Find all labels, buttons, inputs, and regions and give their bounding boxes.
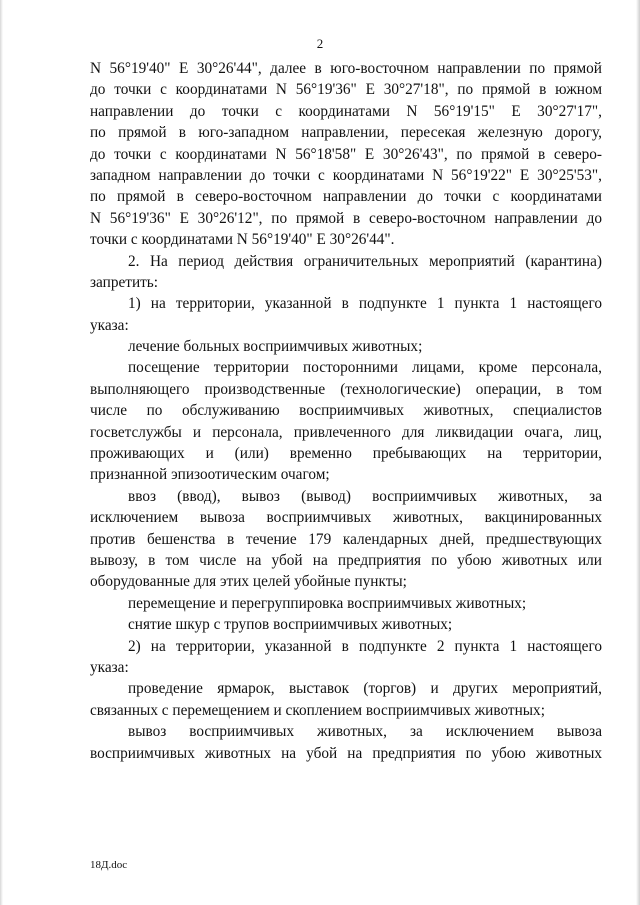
text-line: проживающих и (или) временно пребывающих на территории,: [90, 445, 602, 463]
text-line: против бешенства в течение 179 календарных дней, предшествующих: [90, 530, 602, 548]
text-line: посещение территории посторонними лицами, кроме персонала,: [128, 359, 602, 377]
text-line: по прямой в юго-западном направлении, пересекая железную дорогу,: [90, 124, 602, 142]
text-line: до точки с координатами N 56°18'58" E 30°26'43", по прямой в северо-: [90, 145, 602, 163]
text-line: 1) на территории, указанной в подпункте 1 пункта 1 настоящего: [128, 295, 602, 313]
text-line: указа:: [90, 316, 129, 334]
text-line: N 56°19'40" E 30°26'44", далее в юго-восточном направлении по прямой: [90, 60, 602, 77]
text-line: восприимчивых животных на убой на предприятия по убою животных: [90, 744, 602, 762]
text-line: исключением вывоза восприимчивых животных, вакцинированных: [90, 509, 602, 527]
text-line: проведение ярмарок, выставок (торгов) и других мероприятий,: [128, 680, 602, 698]
text-line: N 56°19'36" E 30°26'12", по прямой в северо-восточном направлении до: [90, 209, 602, 227]
body-text: [90, 58, 602, 764]
text-line: точки с координатами N 56°19'40" E 30°26'44".: [90, 231, 395, 249]
text-line: ввоз (ввод), вывоз (вывод) восприимчивых животных, за: [128, 487, 602, 505]
text-line: оборудованные для этих целей убойные пункты;: [90, 573, 407, 591]
text-line: снятие шкур с трупов восприимчивых животных;: [128, 616, 453, 634]
text-line: числе по обслуживанию восприимчивых животных, специалистов: [90, 402, 602, 420]
text-line: указа:: [90, 658, 129, 676]
text-line: западном направлении до точки с координатами N 56°19'22" E 30°25'53",: [90, 166, 602, 184]
page-edge-right: [636, 0, 640, 905]
page-edge-left: [0, 0, 3, 905]
text-line: связанных с перемещением и скоплением восприимчивых животных;: [90, 701, 545, 719]
text-line: 2. На период действия ограничительных мероприятий (карантина): [128, 252, 602, 270]
text-line: запретить:: [90, 273, 159, 291]
text-line: направлении до точки с координатами N 56°19'15" E 30°27'17",: [90, 102, 602, 120]
text-line: лечение больных восприимчивых животных;: [128, 338, 423, 356]
page-number: 2: [316, 36, 324, 51]
text-line: 2) на территории, указанной в подпункте 2 пункта 1 настоящего: [128, 637, 602, 655]
text-line: вывоз восприимчивых животных, за исключением вывоза: [128, 723, 602, 741]
text-line: до точки с координатами N 56°19'36" E 30°27'18", по прямой в южном: [90, 81, 602, 99]
text-line: госветслужбы и персонала, привлеченного для ликвидации очага, лиц,: [90, 423, 602, 441]
text-line: перемещение и перегруппировка восприимчивых животных;: [128, 594, 527, 612]
text-line: признанной эпизоотическим очагом;: [90, 466, 330, 484]
text-line: по прямой в северо-восточном направлении до точки с координатами: [90, 188, 602, 206]
text-line: выполняющего производственные (технологические) операции, в том: [90, 380, 602, 398]
footer-filename: 18Д.doc: [90, 859, 128, 871]
text-line: вывозу, в том числе на убой на предприятия по убою животных или: [90, 551, 602, 569]
